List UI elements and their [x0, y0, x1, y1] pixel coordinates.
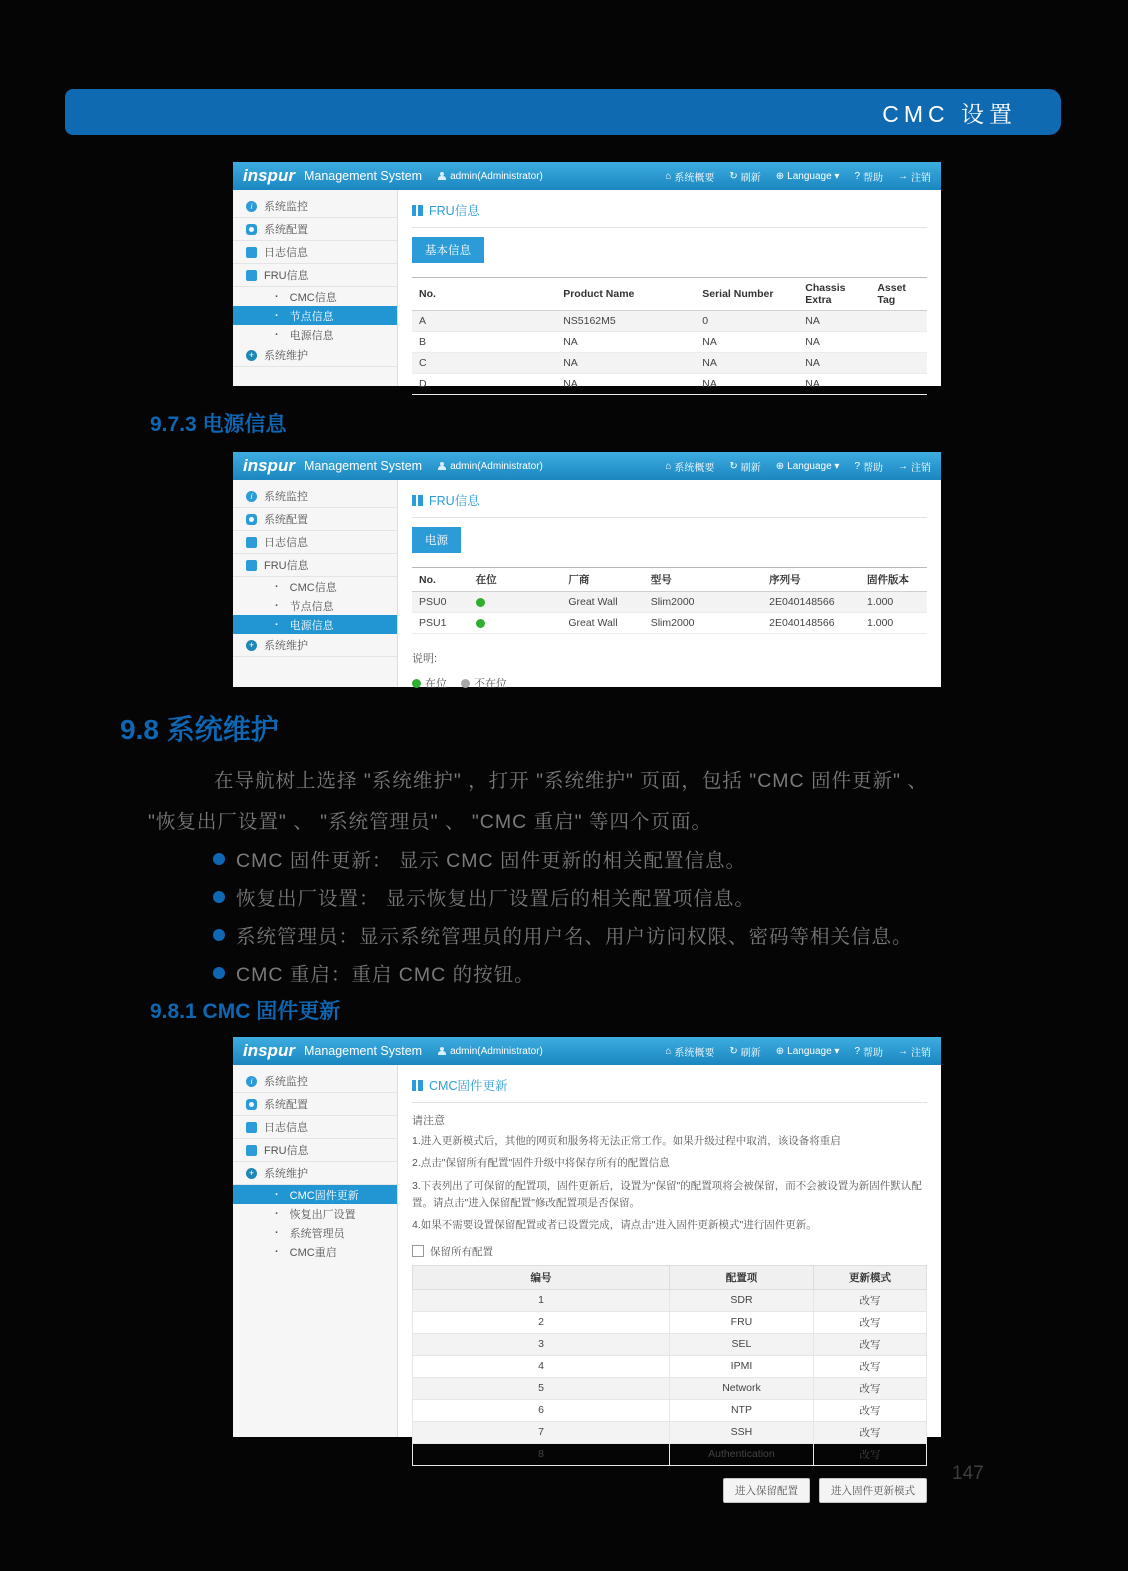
table-row: C NA NA NA [412, 353, 927, 374]
table-row: A NS5162M5 0 NA [412, 311, 927, 332]
top-nav-item[interactable]: ? 帮助 [854, 1044, 883, 1059]
user-icon [438, 172, 446, 180]
top-nav-item[interactable]: → 注销 [898, 169, 931, 184]
absent-dot [461, 679, 470, 688]
top-nav-item[interactable]: ⊕ Language ▾ [776, 171, 840, 182]
sidebar [233, 190, 398, 386]
sidebar-item[interactable]: i 系统监控 [233, 195, 397, 218]
inspur-logo: inspur [243, 1041, 295, 1060]
sidebar-item-icon [246, 537, 257, 548]
action-buttons [412, 1478, 927, 1503]
section-heading-98: 9.8 系统维护 [120, 714, 279, 745]
sidebar-item[interactable]: i 系统监控 [233, 1070, 397, 1093]
sidebar [233, 480, 398, 687]
inspur-logo: inspur [243, 456, 295, 475]
column-header: 固件版本 [860, 568, 927, 592]
sidebar-item-icon [246, 514, 257, 525]
column-header: Product Name [556, 278, 695, 311]
top-nav-item[interactable]: → 注销 [898, 459, 931, 474]
top-nav [665, 459, 931, 474]
note-line: 4.如果不需要设置保留配置或者已设置完成，请点击"进入固件更新模式"进行固件更新。 [412, 1219, 817, 1232]
nav-icon [898, 171, 908, 182]
table-row: 3 SEL 改写 [413, 1333, 927, 1355]
sidebar-item[interactable]: · 电源信息 [233, 325, 397, 344]
notes-title: 请注意 [412, 1115, 445, 1127]
psu-table [412, 567, 927, 634]
table-row: PSU0 Great Wall Slim2000 2E040148566 1.000 [412, 592, 927, 613]
bullet-item: CMC 重启：重启 CMC 的按钮。 [213, 954, 913, 992]
sidebar-item[interactable]: 日志信息 [233, 1116, 397, 1139]
nav-icon [776, 461, 784, 472]
sidebar-item-icon [246, 640, 257, 651]
sidebar-item[interactable]: · 系统管理员 [233, 1223, 397, 1242]
table-row: 7 SSH 改写 [413, 1421, 927, 1443]
chapter-title: CMC 设置 [882, 100, 1017, 127]
note-line: 3.下表列出了可保留的配置项，固件更新后，设置为"保留"的配置项将会被保留，而不会被设置为新固件默认配置。请点击"进入保留配置"修改配置项是否保留。 [412, 1179, 922, 1209]
table-row: PSU1 Great Wall Slim2000 2E040148566 1.000 [412, 613, 927, 634]
column-header: 厂商 [561, 568, 643, 592]
sidebar-item-icon [246, 491, 257, 502]
top-nav-item[interactable]: ⌂ 系统概要 [665, 1044, 714, 1059]
table-row: 6 NTP 改写 [413, 1399, 927, 1421]
sidebar-item[interactable]: 系统配置 [233, 508, 397, 531]
sidebar-item[interactable]: 日志信息 [233, 241, 397, 264]
sidebar-item[interactable]: + 系统维护 [233, 634, 397, 657]
action-button[interactable]: 进入固件更新模式 [819, 1478, 927, 1503]
top-nav [665, 169, 931, 184]
top-nav-item[interactable]: → 注销 [898, 1044, 931, 1059]
column-header: 序列号 [762, 568, 860, 592]
logged-in-user: admin(Administrator) [438, 171, 543, 182]
sidebar-item[interactable]: 系统配置 [233, 218, 397, 241]
bullet-dot-icon [213, 853, 225, 865]
app-header [233, 452, 941, 480]
column-header: Serial Number [695, 278, 798, 311]
action-button[interactable]: 进入保留配置 [723, 1478, 810, 1503]
column-header: 配置项 [670, 1265, 814, 1289]
sidebar-item[interactable]: · 恢复出厂设置 [233, 1204, 397, 1223]
page-number: 147 [952, 1463, 984, 1484]
section-heading-981: 9.8.1 CMC 固件更新 [150, 1000, 341, 1023]
sidebar-item-icon [246, 1145, 257, 1156]
screenshot-psu-info [233, 452, 941, 690]
body-paragraph-line1: 在导航树上选择 "系统维护" ，打开 "系统维护" 页面，包括 "CMC 固件更新" 、 [214, 770, 928, 792]
app-header [233, 1037, 941, 1065]
notes-list [412, 1128, 927, 1235]
legend: 在位 不在位 [412, 675, 927, 691]
column-header: Chassis Extra [798, 278, 870, 311]
top-nav-item[interactable]: ⌂ 系统概要 [665, 459, 714, 474]
sidebar-item[interactable]: i 系统监控 [233, 485, 397, 508]
sidebar-item[interactable]: · 电源信息 [233, 615, 397, 634]
sidebar-item[interactable]: · CMC信息 [233, 287, 397, 306]
sidebar-item[interactable]: · CMC重启 [233, 1242, 397, 1261]
sidebar-item-icon [246, 560, 257, 571]
sidebar-item[interactable]: · CMC信息 [233, 577, 397, 596]
table-row: 1 SDR 改写 [413, 1289, 927, 1311]
column-header: 在位 [469, 568, 562, 592]
bullet-list [213, 840, 913, 992]
table-row: 5 Network 改写 [413, 1377, 927, 1399]
presence-dot [476, 598, 485, 607]
sidebar-item[interactable]: 日志信息 [233, 531, 397, 554]
bullet-dot-icon [213, 967, 225, 979]
sidebar-item-icon [246, 1122, 257, 1133]
product-name: Management System [303, 169, 423, 183]
nav-icon [665, 171, 671, 182]
nav-icon [776, 1046, 784, 1057]
sidebar-item-icon [246, 350, 257, 361]
column-header: No. [412, 278, 556, 311]
nav-icon [729, 461, 737, 472]
nav-icon [898, 461, 908, 472]
sidebar-item-icon [246, 1168, 257, 1179]
section-heading-973: 9.7.3 电源信息 [150, 413, 287, 436]
sidebar-item-icon [246, 247, 257, 258]
nav-icon [854, 1046, 860, 1057]
note-line: 1.进入更新模式后，其他的网页和服务将无法正常工作。如果升级过程中取消，该设备将重启 [412, 1135, 841, 1147]
sidebar-item[interactable]: 系统配置 [233, 1093, 397, 1116]
sidebar-item[interactable]: FRU信息 [233, 264, 397, 287]
nav-icon [854, 171, 860, 182]
table-row: D NA NA NA [412, 374, 927, 395]
sidebar-item-icon [246, 270, 257, 281]
sidebar [233, 1065, 398, 1437]
page-title: CMC固件更新 [412, 1076, 927, 1103]
nav-icon [665, 1046, 671, 1057]
note-line: 2.点击"保留所有配置"固件升级中将保存所有的配置信息 [412, 1157, 670, 1170]
table-row: B NA NA NA [412, 332, 927, 353]
page-title: FRU信息 [412, 201, 927, 228]
bullet-dot-icon [213, 929, 225, 941]
present-dot [412, 679, 421, 688]
nav-icon [665, 461, 671, 472]
sidebar-item[interactable]: · 节点信息 [233, 596, 397, 615]
user-icon [438, 462, 446, 470]
column-header: Asset Tag [870, 278, 927, 311]
table-row: 4 IPMI 改写 [413, 1355, 927, 1377]
logged-in-user: admin(Administrator) [438, 1046, 543, 1057]
sidebar-item-icon [246, 1099, 257, 1110]
bullet-dot-icon [213, 891, 225, 903]
table-row: 2 FRU 改写 [413, 1311, 927, 1333]
column-header: No. [412, 568, 469, 592]
app-header [233, 162, 941, 190]
top-nav-item[interactable]: ↻ 刷新 [729, 1044, 760, 1059]
top-nav-item[interactable]: ⊕ Language ▾ [776, 461, 840, 472]
page-title: FRU信息 [412, 491, 927, 518]
keep-all-config-checkbox-row[interactable]: 保留所有配置 [412, 1244, 927, 1259]
tab-basic-info[interactable]: 基本信息 [412, 237, 484, 263]
top-nav-item[interactable]: ⌂ 系统概要 [665, 169, 714, 184]
user-icon [438, 1047, 446, 1055]
sidebar-item[interactable]: FRU信息 [233, 1139, 397, 1162]
nav-icon [898, 1046, 908, 1057]
sidebar-item[interactable]: FRU信息 [233, 554, 397, 577]
sidebar-item-icon [246, 201, 257, 212]
nav-icon [776, 171, 784, 182]
grid-icon [412, 495, 423, 506]
sidebar-item-icon [246, 1076, 257, 1087]
sidebar-item[interactable]: · CMC固件更新 [233, 1185, 397, 1204]
top-nav-item[interactable]: ⊕ Language ▾ [776, 1046, 840, 1057]
table-row: 8 Authentication 改写 [413, 1443, 927, 1465]
sidebar-item[interactable]: · 节点信息 [233, 306, 397, 325]
screenshot-cmc-firmware-update [233, 1037, 941, 1497]
tab-power[interactable]: 电源 [412, 527, 461, 553]
grid-icon [412, 205, 423, 216]
nav-icon [729, 1046, 737, 1057]
screenshot-fru-node-info [233, 162, 941, 390]
column-header: 更新模式 [813, 1265, 926, 1289]
top-nav-item[interactable]: ↻ 刷新 [729, 169, 760, 184]
top-nav-item[interactable]: ↻ 刷新 [729, 459, 760, 474]
checkbox-icon[interactable] [412, 1245, 424, 1257]
config-items-table [412, 1265, 927, 1466]
top-nav-item[interactable]: ? 帮助 [854, 169, 883, 184]
nav-icon [854, 461, 860, 472]
fru-basic-table [412, 277, 927, 395]
top-nav [665, 1044, 931, 1059]
bullet-item: CMC 固件更新： 显示 CMC 固件更新的相关配置信息。 [213, 840, 913, 878]
bullet-item: 恢复出厂设置： 显示恢复出厂设置后的相关配置项信息。 [213, 878, 913, 916]
sidebar-item-icon [246, 224, 257, 235]
sidebar-item[interactable]: + 系统维护 [233, 1162, 397, 1185]
bullet-item: 系统管理员：显示系统管理员的用户名、用户访问权限、密码等相关信息。 [213, 916, 913, 954]
top-nav-item[interactable]: ? 帮助 [854, 459, 883, 474]
product-name: Management System [303, 1044, 423, 1058]
product-name: Management System [303, 459, 423, 473]
chapter-banner [65, 89, 1061, 135]
logged-in-user: admin(Administrator) [438, 461, 543, 472]
column-header: 编号 [413, 1265, 670, 1289]
nav-icon [729, 171, 737, 182]
presence-dot [476, 619, 485, 628]
grid-icon [412, 1080, 423, 1091]
inspur-logo: inspur [243, 166, 295, 185]
body-paragraph-line2: "恢复出厂设置" 、 "系统管理员" 、 "CMC 重启" 等四个页面。 [148, 811, 712, 833]
column-header: 型号 [644, 568, 762, 592]
sidebar-item[interactable]: + 系统维护 [233, 344, 397, 367]
legend-note-label: 说明: [412, 653, 438, 665]
